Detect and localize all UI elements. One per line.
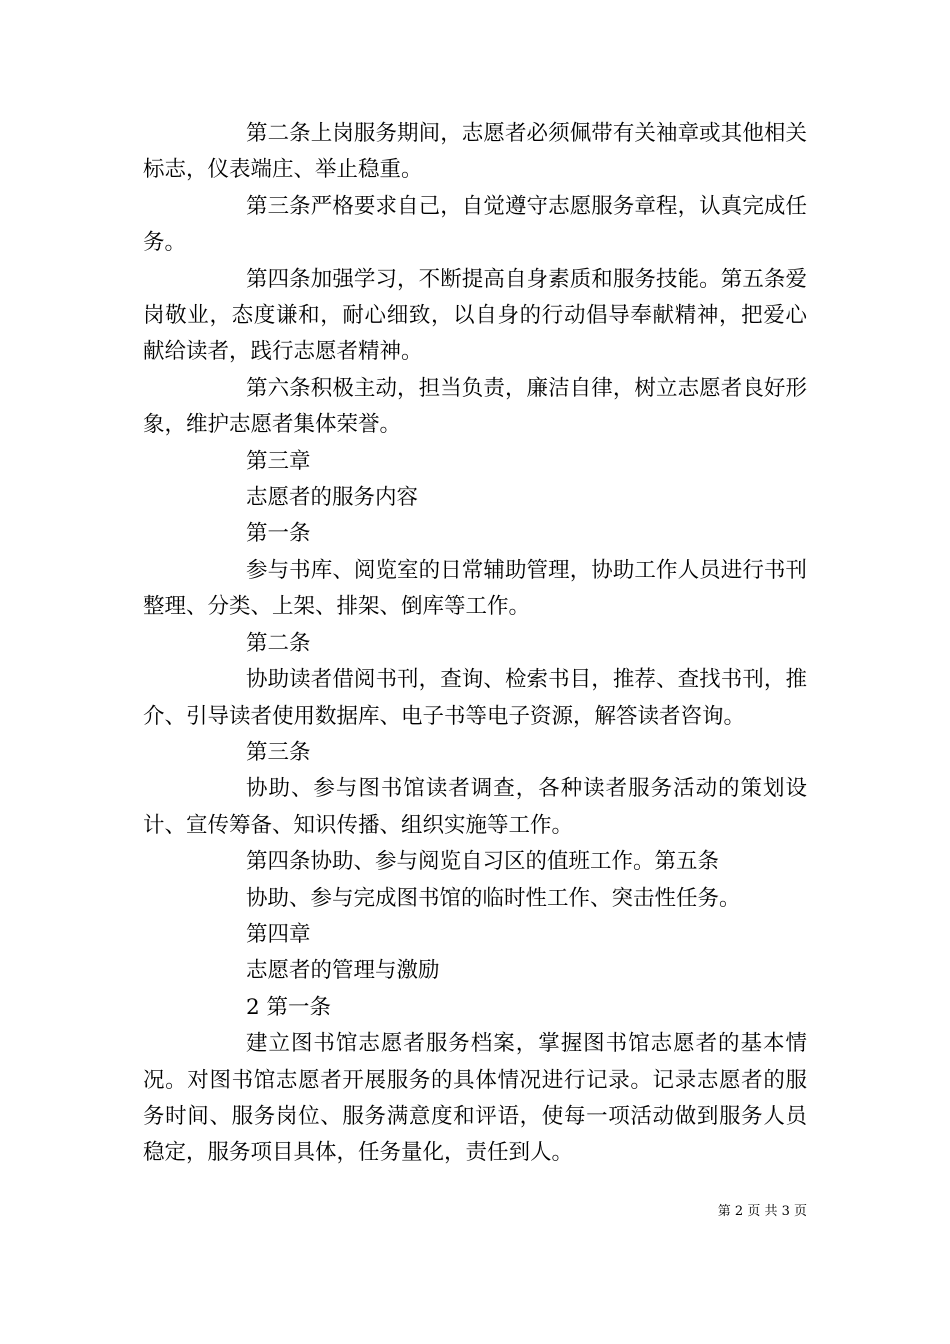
paragraph: 协助、参与图书馆读者调查，各种读者服务活动的策划设计、宣传筹备、知识传播、组织实施等工作。 (143, 776, 807, 838)
chapter-title: 志愿者的管理与激励 (246, 958, 440, 984)
paragraph: 参与书库、阅览室的日常辅助管理，协助工作人员进行书刊整理、分类、上架、排架、倒库等工作。 (143, 557, 807, 620)
paragraph: 协助、参与完成图书馆的临时性工作、突击性任务。 (246, 885, 741, 911)
chapter-heading: 第四章 (246, 921, 311, 947)
paragraph: 第四条加强学习，不断提高自身素质和服务技能。第五条爱岗敬业，态度谦和，耐心细致，以自身的行动倡导奉献精神，把爱心献给读者，践行志愿者精神。 (143, 266, 807, 365)
paragraph: 建立图书馆志愿者服务档案，掌握图书馆志愿者的基本情况。对图书馆志愿者开展服务的具体情况进行记录。记录志愿者的服务时间、服务岗位、服务满意度和评语，使每一项活动做到服务人员稳定，服务项目具体，任务量化，责任到人。 (143, 1031, 807, 1166)
chapter-title: 志愿者的服务内容 (246, 485, 419, 511)
article-heading: 第一条 (246, 521, 311, 547)
paragraph: 协助读者借阅书刊，查询、检索书目，推荐、查找书刊，推介、引导读者使用数据库、电子书等电子资源，解答读者咨询。 (143, 667, 807, 729)
article-heading: 第三条 (246, 739, 311, 765)
paragraph: 第四条协助、参与阅览自习区的值班工作。第五条 (246, 849, 720, 875)
page-number-footer: 第 2 页 共 3 页 (717, 1204, 807, 1219)
paragraph: 第二条上岗服务期间，志愿者必须佩带有关袖章或其他相关标志，仪表端庄、举止稳重。 (143, 121, 807, 183)
document-body (143, 116, 807, 1172)
paragraph: 第三条严格要求自己，自觉遵守志愿服务章程，认真完成任务。 (143, 193, 807, 256)
chapter-heading: 第三章 (246, 448, 311, 474)
article-heading: 第二条 (246, 630, 311, 656)
paragraph: 第六条积极主动，担当负责，廉洁自律，树立志愿者良好形象，维护志愿者集体荣誉。 (143, 375, 807, 438)
article-heading: 2 第一条 (246, 994, 332, 1020)
